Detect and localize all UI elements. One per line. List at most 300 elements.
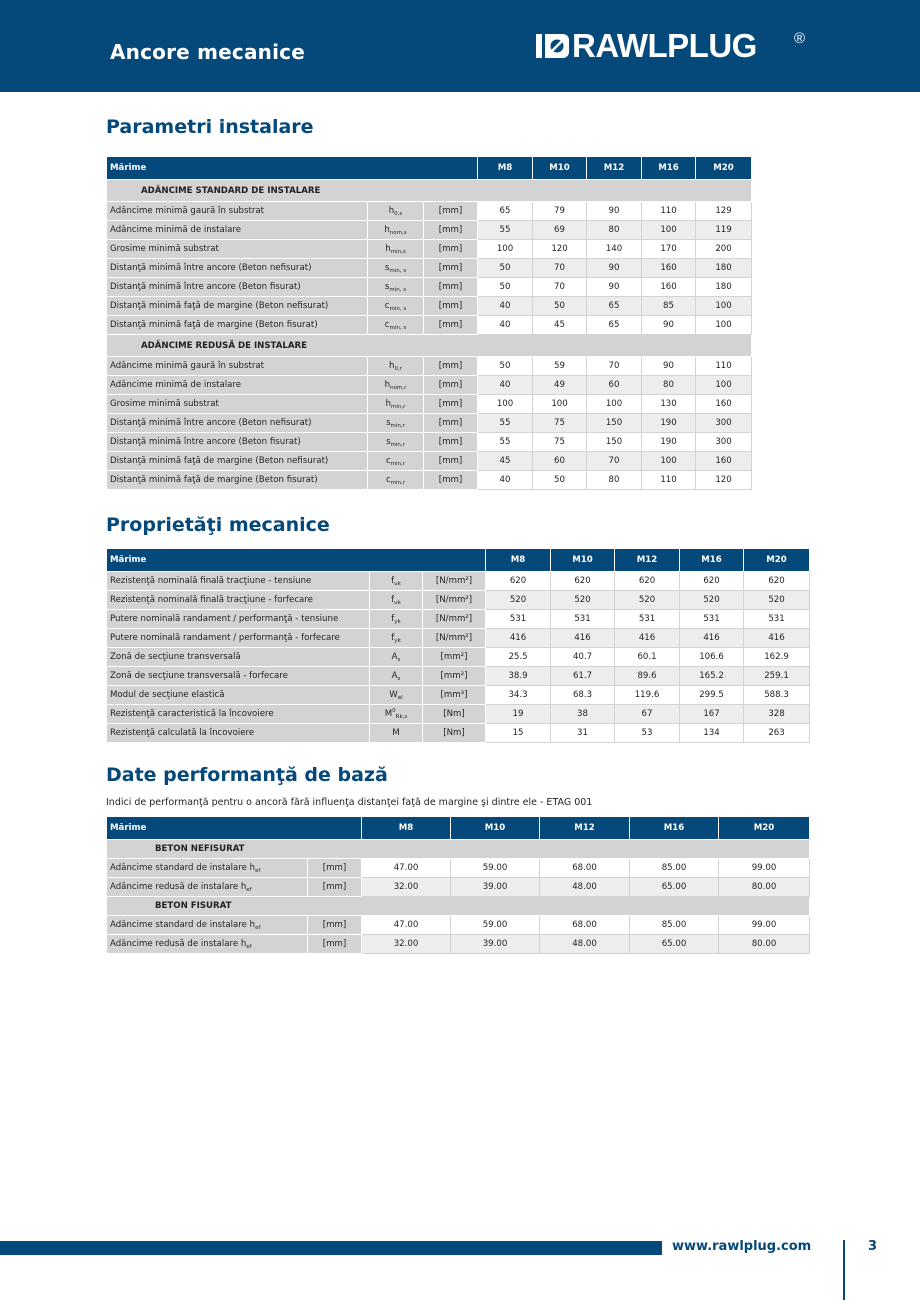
row-label: Adâncime minimă gaură în substrat [107,202,368,221]
symbol-cell: $s_{min, s}$ [368,278,424,297]
footer-bar [0,1241,662,1255]
value-cell-m12: 150 [587,433,642,452]
table-row [107,610,810,629]
row-label: Rezistenţă nominală finală tracţiune - forfecare [107,591,370,610]
value-cell-m8: 65 [478,202,533,221]
table-row [107,376,752,395]
symbol-cell: $s_{min,r}$ [368,433,424,452]
value-cell-m8: 50 [478,259,533,278]
symbol-cell: M [370,724,423,743]
table-row [107,278,752,297]
value-cell-m12: 150 [587,414,642,433]
row-label: Rezistenţă nominală finală tracţiune - tensiune [107,572,370,591]
value-cell-m10: 520 [551,591,615,610]
value-cell-m12: 119.6 [615,686,680,705]
value-cell-m10: 38 [551,705,615,724]
symbol-subscript: min,s [390,248,406,255]
unit-cell: [mm] [424,278,478,297]
size-header-m10: M10 [551,549,615,572]
row-label: Adâncime standard de instalare $h_{ef}$ [107,859,308,878]
size-header-m20: M20 [696,157,752,180]
value-cell-m10: 70 [533,278,587,297]
value-cell-m16: 160 [642,259,696,278]
symbol-cell: $c_{min, s}$ [368,316,424,335]
symbol-cell: $f_{uk}$ [370,572,423,591]
value-cell-m12: 65 [587,316,642,335]
group-header-row [107,840,810,859]
value-cell-m12: 80 [587,471,642,490]
value-cell-m8: 620 [486,572,551,591]
value-cell-m10: 45 [533,316,587,335]
value-cell-m20: 620 [744,572,810,591]
row-label: Putere nominală randament / performanţă - forfecare [107,629,370,648]
symbol-cell: $A_s$ [370,667,423,686]
value-cell-m16: 170 [642,240,696,259]
value-cell-m10: 75 [533,433,587,452]
unit-cell: [N/mm²] [423,591,486,610]
row-label: Grosime minimă substrat [107,395,368,414]
value-cell-m20: 119 [696,221,752,240]
unit-cell: [N/mm²] [423,572,486,591]
row-label: Adâncime minimă de instalare [107,376,368,395]
unit-cell: [mm] [424,433,478,452]
value-cell-m8: 40 [478,376,533,395]
table-row [107,686,810,705]
symbol-cell: $s_{min,r}$ [368,414,424,433]
unit-cell: [Nm] [423,724,486,743]
value-cell-m10: 120 [533,240,587,259]
unit-cell: [mm] [424,414,478,433]
value-cell-m10: 70 [533,259,587,278]
table-row [107,724,810,743]
symbol-cell: $W_{el}$ [370,686,423,705]
symbol-cell: $f_{yk}$ [370,629,423,648]
value-cell-m8: 50 [478,278,533,297]
value-cell-m16: 130 [642,395,696,414]
value-cell-m10: 39.00 [451,878,540,897]
table-row [107,471,752,490]
group-header-row [107,897,810,916]
value-cell-m12: 68.00 [540,916,630,935]
value-cell-m8: 38.9 [486,667,551,686]
table-row [107,648,810,667]
page-number: 3 [868,1239,878,1254]
row-label: Zonă de secţiune transversală - forfecare [107,667,370,686]
unit-cell: [mm] [424,395,478,414]
table-row [107,395,752,414]
value-cell-m10: 60 [533,452,587,471]
label-subscript: ef [255,924,261,931]
unit-cell: [N/mm²] [423,610,486,629]
symbol-subscript: yk [394,618,401,625]
unit-cell: [mm²] [423,648,486,667]
rawlplug-logo-icon [536,32,570,60]
table-row [107,878,810,897]
group-header-label: ADÂNCIME STANDARD DE INSTALARE [107,180,752,202]
value-cell-m8: 100 [478,395,533,414]
table-row [107,202,752,221]
value-cell-m12: 90 [587,278,642,297]
value-cell-m8: 55 [478,414,533,433]
unit-cell: [mm] [424,259,478,278]
symbol-cell: $h_{nom,s}$ [368,221,424,240]
unit-cell: [mm] [308,859,362,878]
table-header-row [107,817,810,840]
value-cell-m12: 520 [615,591,680,610]
value-cell-m10: 39.00 [451,935,540,954]
value-cell-m12: 416 [615,629,680,648]
symbol-subscript: min, s [389,286,407,293]
value-cell-m8: 34.3 [486,686,551,705]
unit-cell: [mm³] [423,686,486,705]
unit-cell: [mm] [424,221,478,240]
symbol-cell: $h_{nom,r}$ [368,376,424,395]
value-cell-m16: 620 [680,572,744,591]
value-cell-m10: 68.3 [551,686,615,705]
row-label: Distanţă minimă între ancore (Beton fisurat) [107,278,368,297]
value-cell-m10: 50 [533,297,587,316]
size-header-m16: M16 [680,549,744,572]
symbol-cell: $f_{uk}$ [370,591,423,610]
value-cell-m10: 416 [551,629,615,648]
table-row [107,705,810,724]
value-cell-m8: 19 [486,705,551,724]
value-cell-m12: 68.00 [540,859,630,878]
footer-website-link[interactable]: www.rawlplug.com [672,1239,812,1254]
value-cell-m12: 70 [587,357,642,376]
symbol-superscript: 0 [392,708,396,714]
logo-registered-mark: ® [794,30,806,47]
symbol-subscript: s [397,675,401,682]
symbol-cell: $h_{0,r}$ [368,357,424,376]
symbol-subscript: 0,r [394,365,402,372]
value-cell-m20: 99.00 [719,859,810,878]
table-row [107,452,752,471]
symbol-cell: $A_s$ [370,648,423,667]
symbol-subscript: min,r [390,422,405,429]
value-cell-m10: 59.00 [451,916,540,935]
value-cell-m12: 140 [587,240,642,259]
value-cell-m10: 50 [533,471,587,490]
value-cell-m20: 120 [696,471,752,490]
value-cell-m20: 99.00 [719,916,810,935]
unit-cell: [mm] [308,935,362,954]
table-row [107,357,752,376]
value-cell-m16: 190 [642,414,696,433]
value-cell-m10: 75 [533,414,587,433]
value-cell-m16: 65.00 [630,878,719,897]
unit-cell: [Nm] [423,705,486,724]
value-cell-m16: 416 [680,629,744,648]
unit-cell: [mm] [424,297,478,316]
unit-cell: [mm] [424,357,478,376]
value-cell-m16: 85.00 [630,859,719,878]
value-cell-m16: 520 [680,591,744,610]
value-cell-m20: 300 [696,414,752,433]
row-label: Distanţă minimă între ancore (Beton fisurat) [107,433,368,452]
value-cell-m20: 162.9 [744,648,810,667]
symbol-subscript: s [397,656,401,663]
value-cell-m8: 100 [478,240,533,259]
symbol-subscript: min, s [389,324,407,331]
size-header-m20: M20 [744,549,810,572]
size-header-m8: M8 [486,549,551,572]
value-cell-m10: 69 [533,221,587,240]
table-row [107,935,810,954]
symbol-cell: $s_{min, s}$ [368,259,424,278]
value-cell-m16: 100 [642,221,696,240]
symbol-subscript: min,r [390,479,406,486]
value-cell-m16: 100 [642,452,696,471]
logo-wordmark: RAWLPLUG [572,27,757,64]
value-cell-m16: 160 [642,278,696,297]
value-cell-m16: 110 [642,202,696,221]
unit-cell: [mm] [424,240,478,259]
value-cell-m10: 59.00 [451,859,540,878]
install-section-title: Parametri instalare [106,116,314,138]
value-cell-m10: 79 [533,202,587,221]
value-cell-m12: 67 [615,705,680,724]
size-header-m16: M16 [630,817,719,840]
size-header-m20: M20 [719,817,810,840]
symbol-cell: $h_{0,s}$ [368,202,424,221]
size-header-m12: M12 [587,157,642,180]
value-cell-m8: 25.5 [486,648,551,667]
header-title: Ancore mecanice [110,40,305,64]
value-cell-m16: 85 [642,297,696,316]
value-cell-m20: 100 [696,297,752,316]
value-cell-m20: 520 [744,591,810,610]
unit-cell: [mm] [308,916,362,935]
value-cell-m20: 129 [696,202,752,221]
size-header-m12: M12 [540,817,630,840]
unit-cell: [mm] [308,878,362,897]
value-cell-m8: 32.00 [362,878,451,897]
table-row [107,259,752,278]
value-cell-m8: 55 [478,221,533,240]
value-cell-m16: 299.5 [680,686,744,705]
unit-cell: [N/mm²] [423,629,486,648]
value-cell-m16: 167 [680,705,744,724]
group-header-label: BETON FISURAT [107,897,810,916]
table-row [107,572,810,591]
value-cell-m16: 65.00 [630,935,719,954]
unit-cell: [mm²] [423,667,486,686]
value-cell-m8: 520 [486,591,551,610]
performance-table [106,816,810,954]
unit-cell: [mm] [424,452,478,471]
symbol-cell: $h_{min,s}$ [368,240,424,259]
value-cell-m20: 160 [696,395,752,414]
symbol-subscript: min,r [391,403,406,410]
symbol-cell: $c_{min,r}$ [368,452,424,471]
symbol-subscript: Rk,s [395,714,408,720]
table-row [107,667,810,686]
row-label: Adâncime minimă gaură în substrat [107,357,368,376]
value-cell-m12: 89.6 [615,667,680,686]
value-cell-m20: 100 [696,316,752,335]
value-cell-m12: 531 [615,610,680,629]
row-label: Adâncime minimă de instalare [107,221,368,240]
value-cell-m20: 263 [744,724,810,743]
value-cell-m16: 190 [642,433,696,452]
value-cell-m8: 50 [478,357,533,376]
value-cell-m12: 65 [587,297,642,316]
value-cell-m12: 60.1 [615,648,680,667]
row-label: Adâncime redusă de instalare $h_{ef}$ [107,878,308,897]
size-header-label: Mărime [107,549,486,572]
value-cell-m20: 100 [696,376,752,395]
label-subscript: ef [255,867,261,874]
symbol-subscript: 0,s [394,210,403,217]
symbol-subscript: min,r [390,441,405,448]
value-cell-m12: 53 [615,724,680,743]
label-subscript: ef [246,943,252,950]
mechanical-table [106,548,810,743]
table-row [107,859,810,878]
value-cell-m10: 40.7 [551,648,615,667]
size-header-m16: M16 [642,157,696,180]
value-cell-m20: 259.1 [744,667,810,686]
value-cell-m16: 165.2 [680,667,744,686]
value-cell-m20: 180 [696,259,752,278]
value-cell-m8: 47.00 [362,916,451,935]
group-header-label: ADÂNCIME REDUSĂ DE INSTALARE [107,335,752,357]
value-cell-m12: 48.00 [540,935,630,954]
value-cell-m8: 55 [478,433,533,452]
value-cell-m12: 90 [587,259,642,278]
value-cell-m12: 70 [587,452,642,471]
value-cell-m8: 40 [478,471,533,490]
size-header-m12: M12 [615,549,680,572]
row-label: Grosime minimă substrat [107,240,368,259]
table-row [107,316,752,335]
table-row [107,629,810,648]
install-table [106,156,752,490]
mechanical-section-title: Proprietăţi mecanice [106,514,330,536]
row-label: Adâncime standard de instalare $h_{ef}$ [107,916,308,935]
footer-divider [843,1240,845,1300]
symbol-cell: $f_{yk}$ [370,610,423,629]
table-row [107,414,752,433]
value-cell-m12: 80 [587,221,642,240]
symbol-subscript: nom,r [390,384,407,391]
table-row [107,433,752,452]
value-cell-m20: 80.00 [719,878,810,897]
value-cell-m8: 45 [478,452,533,471]
table-row [107,916,810,935]
value-cell-m20: 80.00 [719,935,810,954]
value-cell-m10: 59 [533,357,587,376]
value-cell-m8: 47.00 [362,859,451,878]
value-cell-m10: 31 [551,724,615,743]
label-subscript: ef [246,886,252,893]
value-cell-m20: 110 [696,357,752,376]
table-header-row [107,157,752,180]
size-header-m8: M8 [362,817,451,840]
symbol-subscript: min, s [389,267,407,274]
size-header-label: Mărime [107,817,362,840]
row-label: Adâncime redusă de instalare $h_{ef}$ [107,935,308,954]
value-cell-m12: 100 [587,395,642,414]
performance-subtitle: Indici de performanţă pentru o ancoră fără influenţa distanţei faţă de margine şi dintre ele - ETAG 001 [106,797,593,808]
value-cell-m16: 106.6 [680,648,744,667]
value-cell-m20: 180 [696,278,752,297]
value-cell-m16: 90 [642,357,696,376]
symbol-subscript: min, s [389,305,407,312]
row-label: Distanţă minimă faţă de margine (Beton fisurat) [107,316,368,335]
value-cell-m10: 620 [551,572,615,591]
row-label: Putere nominală randament / performanţă - tensiune [107,610,370,629]
size-header-m10: M10 [533,157,587,180]
value-cell-m10: 531 [551,610,615,629]
value-cell-m20: 160 [696,452,752,471]
symbol-subscript: uk [394,599,401,606]
row-label: Distanţă minimă între ancore (Beton nefisurat) [107,414,368,433]
value-cell-m20: 588.3 [744,686,810,705]
value-cell-m12: 48.00 [540,878,630,897]
table-row [107,591,810,610]
row-label: Distanţă minimă între ancore (Beton nefisurat) [107,259,368,278]
value-cell-m8: 416 [486,629,551,648]
group-header-label: BETON NEFISURAT [107,840,810,859]
unit-cell: [mm] [424,316,478,335]
row-label: Rezistenţă calculată la încovoiere [107,724,370,743]
value-cell-m16: 134 [680,724,744,743]
value-cell-m10: 100 [533,395,587,414]
value-cell-m10: 61.7 [551,667,615,686]
value-cell-m8: 531 [486,610,551,629]
value-cell-m8: 40 [478,297,533,316]
symbol-subscript: yk [394,637,401,644]
symbol-subscript: min,r [390,460,406,467]
table-row [107,240,752,259]
value-cell-m12: 620 [615,572,680,591]
table-row [107,221,752,240]
symbol-subscript: nom,s [389,229,407,236]
value-cell-m16: 531 [680,610,744,629]
size-header-m10: M10 [451,817,540,840]
value-cell-m20: 416 [744,629,810,648]
value-cell-m12: 90 [587,202,642,221]
value-cell-m20: 531 [744,610,810,629]
size-header-label: Mărime [107,157,478,180]
size-header-m8: M8 [478,157,533,180]
symbol-subscript: el [397,694,403,701]
row-label: Rezistenţă caracteristică la încovoiere [107,705,370,724]
row-label: Distanţă minimă faţă de margine (Beton nefisurat) [107,297,368,316]
value-cell-m16: 80 [642,376,696,395]
symbol-subscript: uk [394,580,401,587]
value-cell-m8: 40 [478,316,533,335]
value-cell-m12: 60 [587,376,642,395]
table-row [107,297,752,316]
value-cell-m20: 300 [696,433,752,452]
row-label: Zonă de secţiune transversală [107,648,370,667]
row-label: Distanţă minimă faţă de margine (Beton nefisurat) [107,452,368,471]
symbol-cell: $M^0_{Rk,s}$ [370,705,423,724]
value-cell-m16: 110 [642,471,696,490]
symbol-cell: $c_{min, s}$ [368,297,424,316]
symbol-cell: $h_{min,r}$ [368,395,424,414]
value-cell-m16: 85.00 [630,916,719,935]
group-header-row [107,335,752,357]
value-cell-m20: 328 [744,705,810,724]
row-label: Distanţă minimă faţă de margine (Beton fisurat) [107,471,368,490]
page-header [0,0,920,92]
value-cell-m10: 49 [533,376,587,395]
value-cell-m8: 32.00 [362,935,451,954]
